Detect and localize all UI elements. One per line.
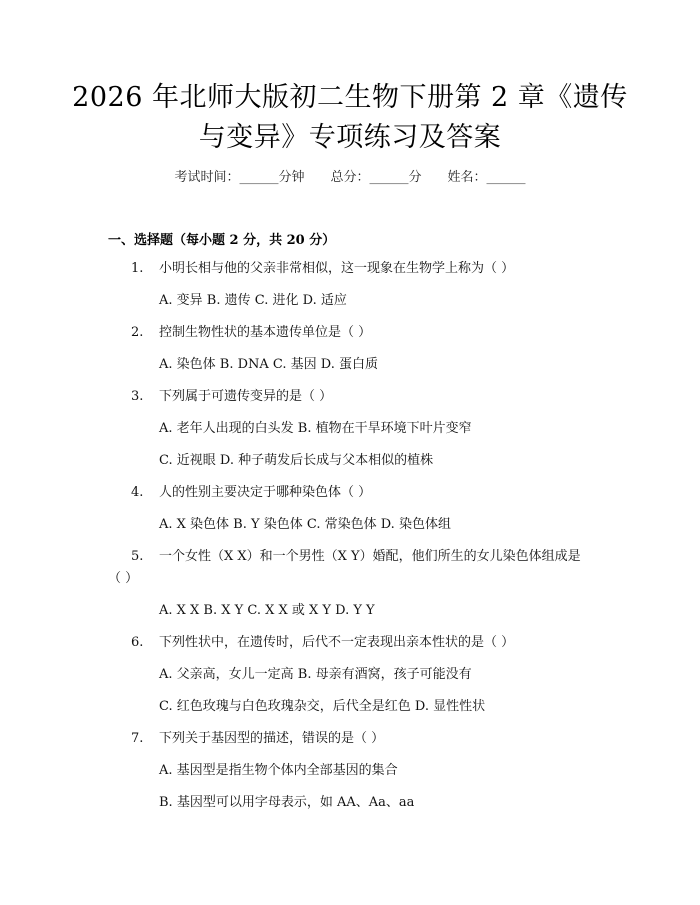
question-number: 2. xyxy=(131,325,144,340)
exam-info xyxy=(0,166,700,185)
question-text: 小明长相与他的父亲非常相似，这一现象在生物学上称为（ ） xyxy=(159,261,515,276)
question-text: 控制生物性状的基本遗传单位是（ ） xyxy=(159,325,372,340)
student-name-field: 姓名：______ xyxy=(447,170,526,185)
question-options: A. 基因型是指生物个体内全部基因的集合 xyxy=(159,763,398,778)
question-text: 下列属于可遗传变异的是（ ） xyxy=(159,389,333,404)
question-text: 下列关于基因型的描述，错误的是（ ） xyxy=(159,731,385,746)
question-text: 人的性别主要决定于哪种染色体（ ） xyxy=(159,485,372,500)
question-text: 下列性状中，在遗传时，后代不一定表现出亲本性状的是（ ） xyxy=(159,635,515,650)
question-number: 5. xyxy=(131,549,144,564)
question-number: 3. xyxy=(131,389,144,404)
question-options: A. X X B. X Y C. X X 或 X Y D. Y Y xyxy=(159,603,375,618)
exam-time-field: 考试时间：______分钟 xyxy=(174,170,305,185)
question-options: C. 近视眼 D. 种子萌发后长成与父本相似的植株 xyxy=(159,453,434,468)
question-number: 4. xyxy=(131,485,144,500)
question-options: A. X 染色体 B. Y 染色体 C. 常染色体 D. 染色体组 xyxy=(159,517,451,532)
question-number: 7. xyxy=(131,731,144,746)
question-text-continued: （ ） xyxy=(108,571,139,586)
question-number: 1. xyxy=(131,261,144,276)
question-options: A. 老年人出现的白头发 B. 植物在干旱环境下叶片变窄 xyxy=(159,421,472,436)
question-number: 6. xyxy=(131,635,144,650)
question-options: B. 基因型可以用字母表示，如 AA、Aa、aa xyxy=(159,795,415,810)
question-options: A. 染色体 B. DNA C. 基因 D. 蛋白质 xyxy=(159,357,379,372)
document-title-line-2: 与变异》专项练习及答案 xyxy=(198,122,502,153)
question-text: 一个女性（X X）和一个男性（X Y）婚配，他们所生的女儿染色体组成是 xyxy=(159,549,581,564)
document-title-line-1: 2026 年北师大版初二生物下册第 2 章《遗传 xyxy=(72,82,628,113)
question-options: A. 父亲高，女儿一定高 B. 母亲有酒窝，孩子可能没有 xyxy=(159,667,472,682)
total-score-field: 总分：______分 xyxy=(330,170,422,185)
section-heading-choice: 一、选择题（每小题 2 分，共 20 分） xyxy=(108,233,336,248)
question-options: A. 变异 B. 遗传 C. 进化 D. 适应 xyxy=(159,293,347,308)
question-options: C. 红色玫瑰与白色玫瑰杂交，后代全是红色 D. 显性性状 xyxy=(159,699,486,714)
